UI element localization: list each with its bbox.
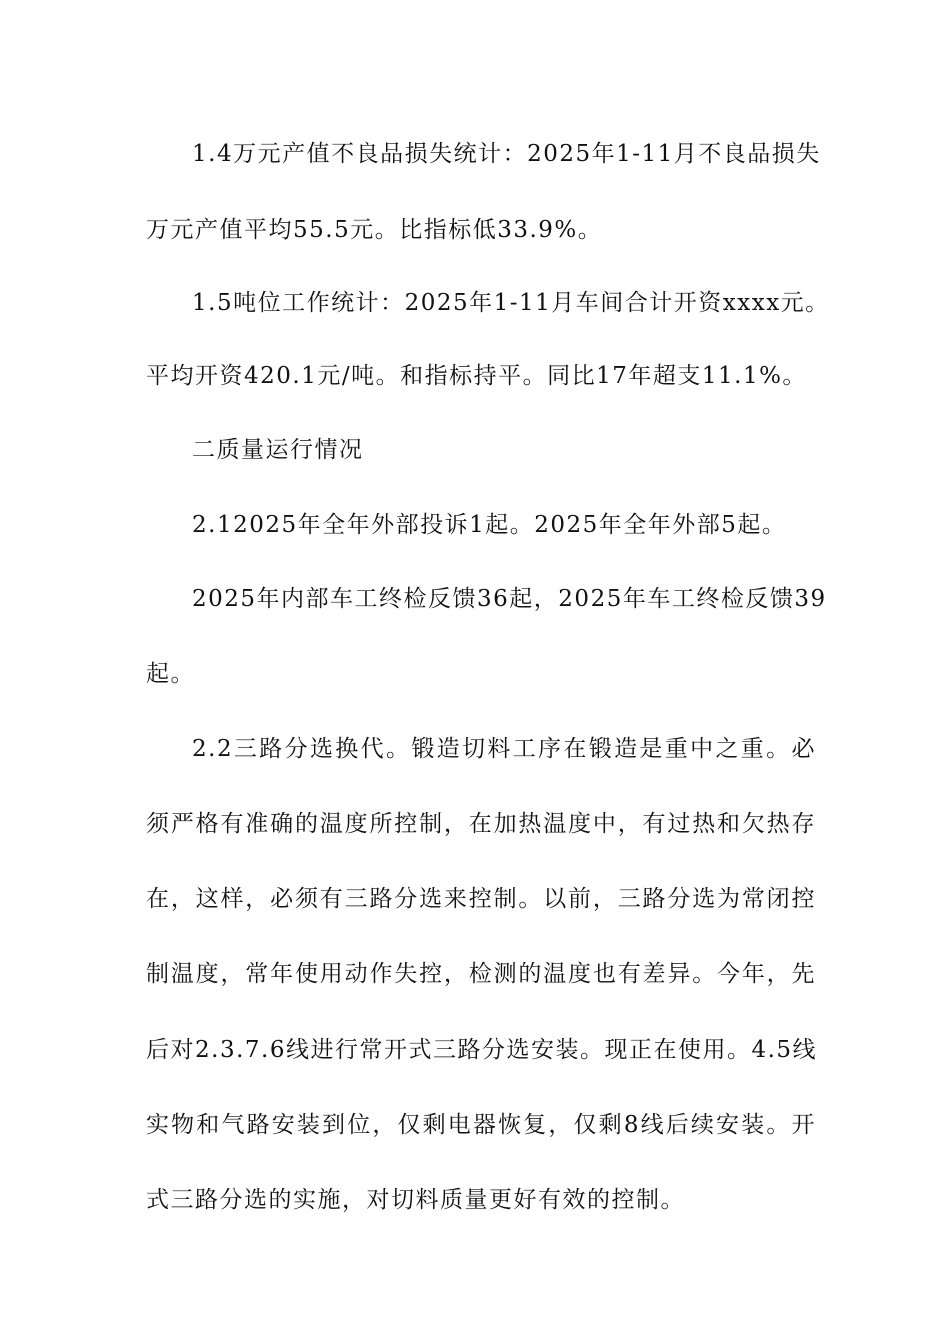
paragraph-2-line-1: 1.5吨位工作统计：2025年1-11月车间合计开资xxxx元。 [192, 290, 830, 316]
paragraph-5-line-7: 式三路分选的实施，对切料质量更好有效的控制。 [146, 1187, 685, 1213]
paragraph-4-line-2: 起。 [146, 661, 195, 687]
section-heading: 二质量运行情况 [192, 437, 364, 463]
paragraph-1-line-1: 1.4万元产值不良品损失统计：2025年1-11月不良品损失 [192, 141, 821, 167]
paragraph-3-line-1: 2.12025年全年外部投诉1起。2025年全年外部5起。 [192, 512, 787, 538]
paragraph-4-line-1: 2025年内部车工终检反馈36起，2025年车工终检反馈39 [192, 586, 827, 612]
paragraph-1-line-2: 万元产值平均55.5元。比指标低33.9%。 [146, 217, 603, 243]
paragraph-5-line-5: 后对2.3.7.6线进行常开式三路分选安装。现正在使用。4.5线 [146, 1037, 818, 1063]
paragraph-5-line-4: 制温度，常年使用动作失控，检测的温度也有差异。今年，先 [146, 961, 816, 987]
paragraph-5-line-6: 实物和气路安装到位，仅剩电器恢复，仅剩8线后续安装。开 [146, 1112, 816, 1138]
paragraph-5-line-2: 须严格有准确的温度所控制，在加热温度中，有过热和欠热存 [146, 811, 816, 837]
paragraph-5-line-3: 在，这样，必须有三路分选来控制。以前，三路分选为常闭控 [146, 886, 816, 912]
paragraph-2-line-2: 平均开资420.1元/吨。和指标持平。同比17年超支11.1%。 [146, 363, 807, 389]
paragraph-5-line-1: 2.2三路分选换代。锻造切料工序在锻造是重中之重。必 [192, 736, 816, 762]
